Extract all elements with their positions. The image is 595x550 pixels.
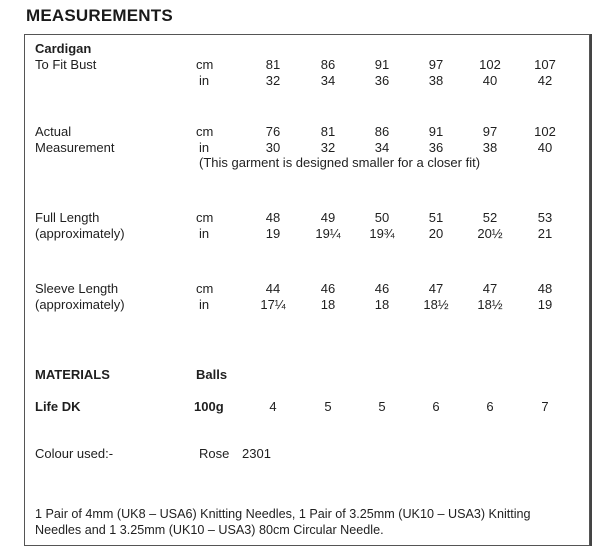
actual-in-value: 36 [428,140,444,155]
bust-in-value: 38 [428,73,444,88]
box-shadow-edge [590,34,592,546]
yarn-name: Life DK [35,399,81,414]
full-length-in-value: 20 [428,226,444,241]
bust-cm-value: 102 [479,57,501,72]
bust-in-value: 42 [537,73,553,88]
unit-cm: cm [196,281,214,296]
actual-in-value: 40 [537,140,553,155]
actual-cm-value: 102 [534,124,556,139]
bust-cm-value: 86 [320,57,336,72]
page-title: MEASUREMENTS [26,6,173,25]
sleeve-cm-value: 46 [374,281,390,296]
actual-cm-value: 86 [374,124,390,139]
full-length-label: Full Length [35,210,100,225]
unit-cm: cm [196,124,214,139]
bust-label: To Fit Bust [35,57,97,72]
bust-cm-value: 81 [265,57,281,72]
yarn-weight: 100g [194,399,224,414]
needles-line-1: 1 Pair of 4mm (UK8 – USA6) Knitting Needles, 1 Pair of 3.25mm (UK10 – USA3) Knitting [35,507,531,521]
sleeve-cm-value: 46 [320,281,336,296]
unit-in: in [199,297,210,312]
full-length-cm-value: 48 [265,210,281,225]
sleeve-cm-value: 48 [537,281,553,296]
balls-heading: Balls [196,367,228,382]
full-length-cm-value: 53 [537,210,553,225]
fit-note: (This garment is designed smaller for a closer fit) [199,155,481,170]
actual-cm-value: 76 [265,124,281,139]
full-length-in-value: 19 [265,226,281,241]
bust-in-value: 34 [320,73,336,88]
balls-value: 6 [432,399,440,414]
materials-heading: MATERIALS [35,367,110,382]
full-length-in-value: 20½ [477,226,503,241]
balls-value: 4 [269,399,277,414]
actual-cm-value: 81 [320,124,336,139]
balls-value: 5 [378,399,386,414]
bust-cm-value: 91 [374,57,390,72]
actual-in-value: 38 [482,140,498,155]
bust-in-value: 32 [265,73,281,88]
needles-line-2: Needles and 1 3.25mm (UK10 – USA3) 80cm Circular Needle. [35,523,384,537]
sleeve-cm-value: 47 [428,281,444,296]
sleeve-in-value: 18½ [423,297,449,312]
unit-cm: cm [196,210,214,225]
actual-in-value: 32 [320,140,336,155]
full-length-cm-value: 51 [428,210,444,225]
full-length-in-value: 21 [537,226,553,241]
bust-in-value: 36 [374,73,390,88]
bust-cm-value: 97 [428,57,444,72]
balls-value: 5 [324,399,332,414]
actual-in-value: 34 [374,140,390,155]
unit-in: in [199,226,210,241]
balls-value: 7 [541,399,549,414]
sleeve-cm-value: 44 [265,281,281,296]
sleeve-in-value: 18½ [477,297,503,312]
sleeve-length-label: Sleeve Length [35,281,119,296]
actual-cm-value: 91 [428,124,444,139]
actual-in-value: 30 [265,140,281,155]
full-length-cm-value: 52 [482,210,498,225]
actual-cm-value: 97 [482,124,498,139]
colour-label: Colour used:- [35,446,114,461]
full-length-in-value: 19¾ [369,226,395,241]
full-length-label-2: (approximately) [35,226,125,241]
unit-in: in [199,73,210,88]
sleeve-in-value: 18 [320,297,336,312]
full-length-cm-value: 49 [320,210,336,225]
unit-in: in [199,140,210,155]
colour-code: 2301 [242,446,271,461]
unit-cm: cm [196,57,214,72]
balls-value: 6 [486,399,494,414]
sleeve-in-value: 19 [537,297,553,312]
full-length-in-value: 19¼ [315,226,341,241]
actual-label: Actual [35,124,72,139]
sleeve-cm-value: 47 [482,281,498,296]
sleeve-in-value: 17¼ [260,297,286,312]
garment-heading: Cardigan [35,41,92,56]
sleeve-in-value: 18 [374,297,390,312]
bust-in-value: 40 [482,73,498,88]
actual-label-2: Measurement [35,140,115,155]
colour-name: Rose [199,446,230,461]
sleeve-length-label-2: (approximately) [35,297,125,312]
full-length-cm-value: 50 [374,210,390,225]
bust-cm-value: 107 [534,57,556,72]
